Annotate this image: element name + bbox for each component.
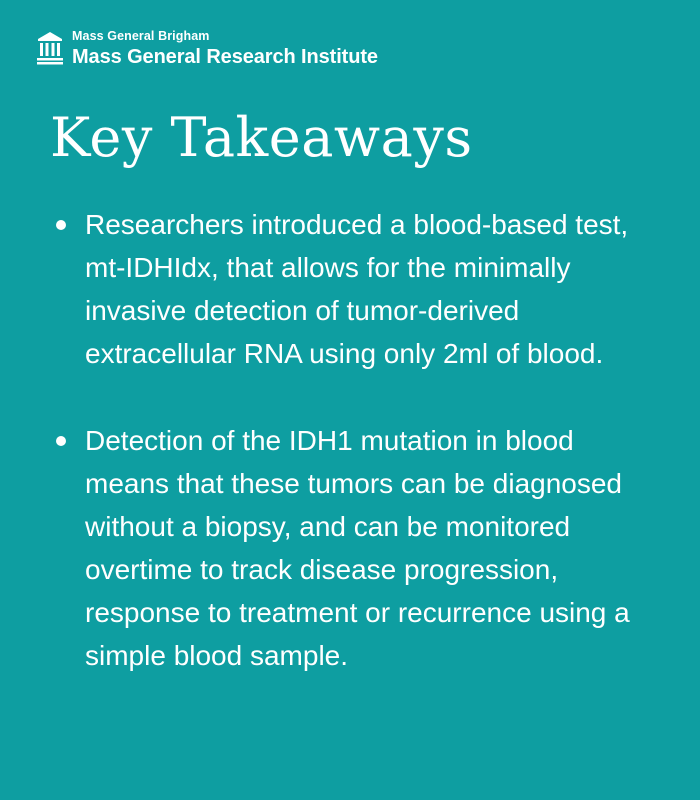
takeaway-item xyxy=(55,203,665,375)
brand-header xyxy=(36,30,378,67)
building-columns-icon xyxy=(36,30,64,66)
brand-text xyxy=(72,30,378,67)
institute-name: Mass General Research Institute xyxy=(72,45,378,68)
parent-org-name: Mass General Brigham xyxy=(72,29,210,43)
takeaway-text: Detection of the IDH1 mutation in blood means that these tumors can be diagnosed without a biopsy, and can be monitored overtime to track disease progression, response to treatment or recurrence using a simple blood sample. xyxy=(85,425,630,671)
bullet-icon xyxy=(56,436,66,446)
page-title: Key Takeaways xyxy=(50,106,473,169)
takeaway-item xyxy=(55,419,665,677)
takeaways-list xyxy=(55,203,665,721)
takeaway-text: Researchers introduced a blood-based test, mt-IDHIdx, that allows for the minimally invasive detection of tumor-derived extracellular RNA using only 2ml of blood. xyxy=(85,209,629,369)
bullet-icon xyxy=(56,220,66,230)
